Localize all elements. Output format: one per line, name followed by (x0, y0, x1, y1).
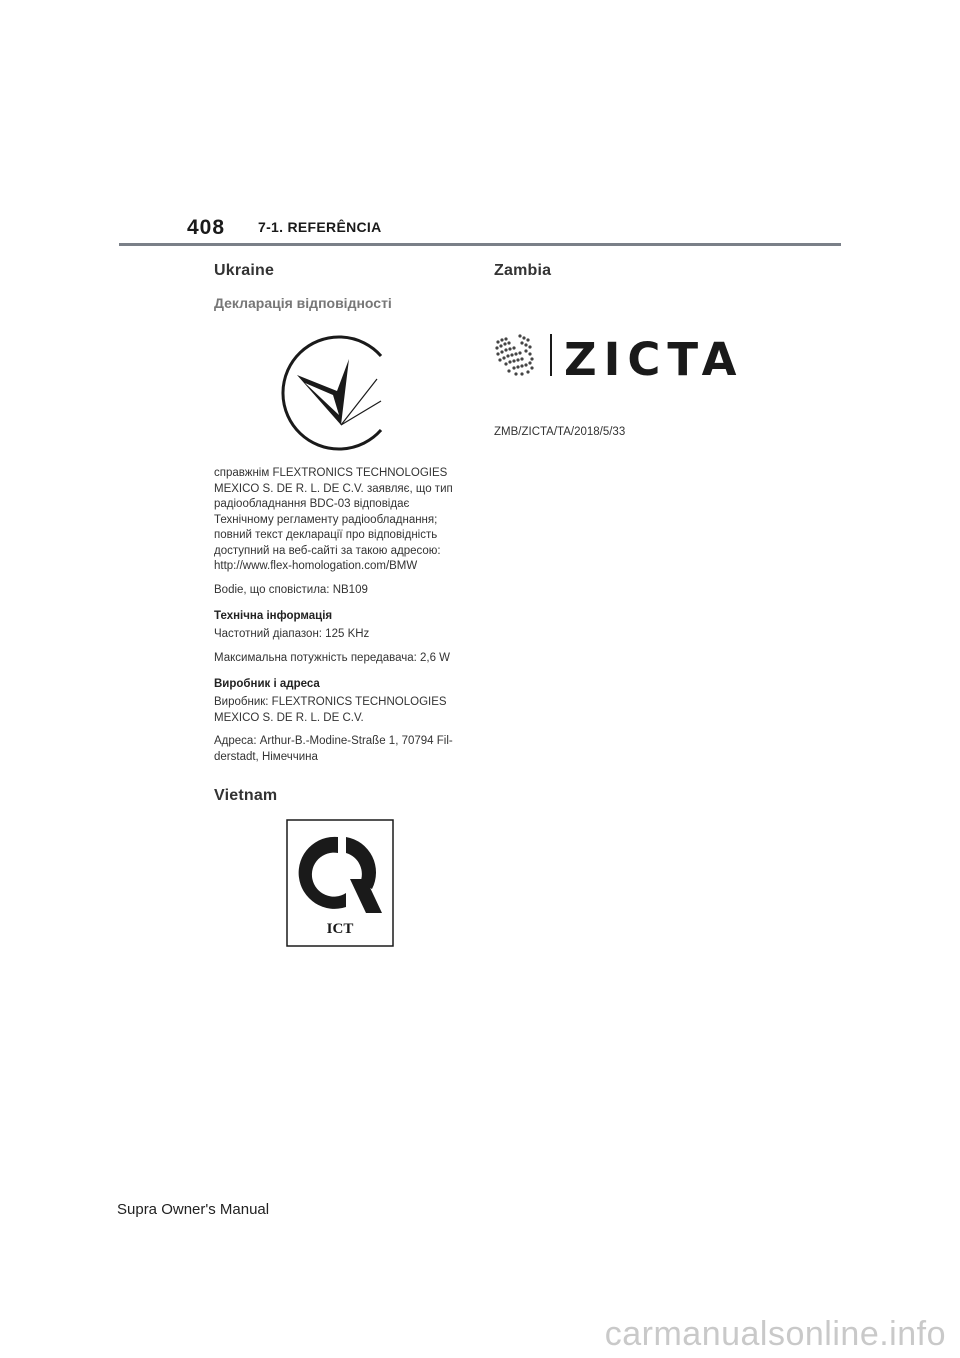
manufacturer-heading: Виробник і адреса (214, 678, 320, 690)
ukraine-heading: Ukraine (214, 262, 275, 279)
declaration-line: Технічному регламенту радіообладнання; (214, 513, 438, 526)
left-column (214, 262, 474, 947)
header-divider (119, 243, 841, 246)
zambia-heading: Zambia (494, 262, 552, 279)
zicta-emblem-icon (495, 334, 533, 375)
declaration-line: справжнім FLEXTRONICS TECHNOLOGIES (214, 467, 448, 479)
zicta-logo (494, 330, 750, 382)
section-title: 7-1. REFERÊNCIA (258, 219, 382, 235)
ukraine-declaration-heading: Декларація відповідності (214, 295, 392, 311)
declaration-line: доступний на веб-сайті за такою адресою: (214, 544, 441, 557)
manufacturer-line: MEXICO S. DE R. L. DE C.V. (214, 711, 364, 724)
ukraine-conformity-mark-icon (277, 329, 391, 457)
max-power: Максимальна потужність передавача: 2,6 W (214, 651, 451, 664)
manufacturer-line: Виробник: FLEXTRONICS TECHNOLOGIES (214, 696, 447, 708)
tech-info-heading: Технічна інформація (214, 610, 333, 622)
declaration-line: MEXICO S. DE R. L. DE C.V. заявляє, що тип (214, 482, 453, 495)
zicta-wordmark: ZICTA (564, 333, 744, 382)
page-number: 408 (187, 216, 226, 239)
vietnam-heading: Vietnam (214, 787, 278, 804)
declaration-line: повний текст декларації про відповідність (214, 529, 438, 541)
declaration-url: http://www.flex-homologation.com/BMW (214, 560, 418, 572)
vietnam-ict-mark-icon (286, 819, 394, 947)
frequency-range: Частотний діапазон: 125 KHz (214, 628, 370, 640)
manual-footer: Supra Owner's Manual (117, 1201, 270, 1218)
ict-label: ICT (326, 921, 354, 937)
watermark: carmanualsonline.info (604, 1315, 946, 1353)
declaration-line: радіообладнання BDC-03 відповідає (214, 498, 410, 510)
address-line: Адреса: Arthur-B.-Modine-Straße 1, 70794 Fil- (214, 735, 453, 747)
address-line: derstadt, Німеччина (214, 750, 318, 763)
zicta-approval-number: ZMB/ZICTA/TA/2018/5/33 (494, 426, 626, 438)
right-column (494, 262, 774, 438)
notified-body: Bodie, що сповістила: NB109 (214, 583, 368, 596)
